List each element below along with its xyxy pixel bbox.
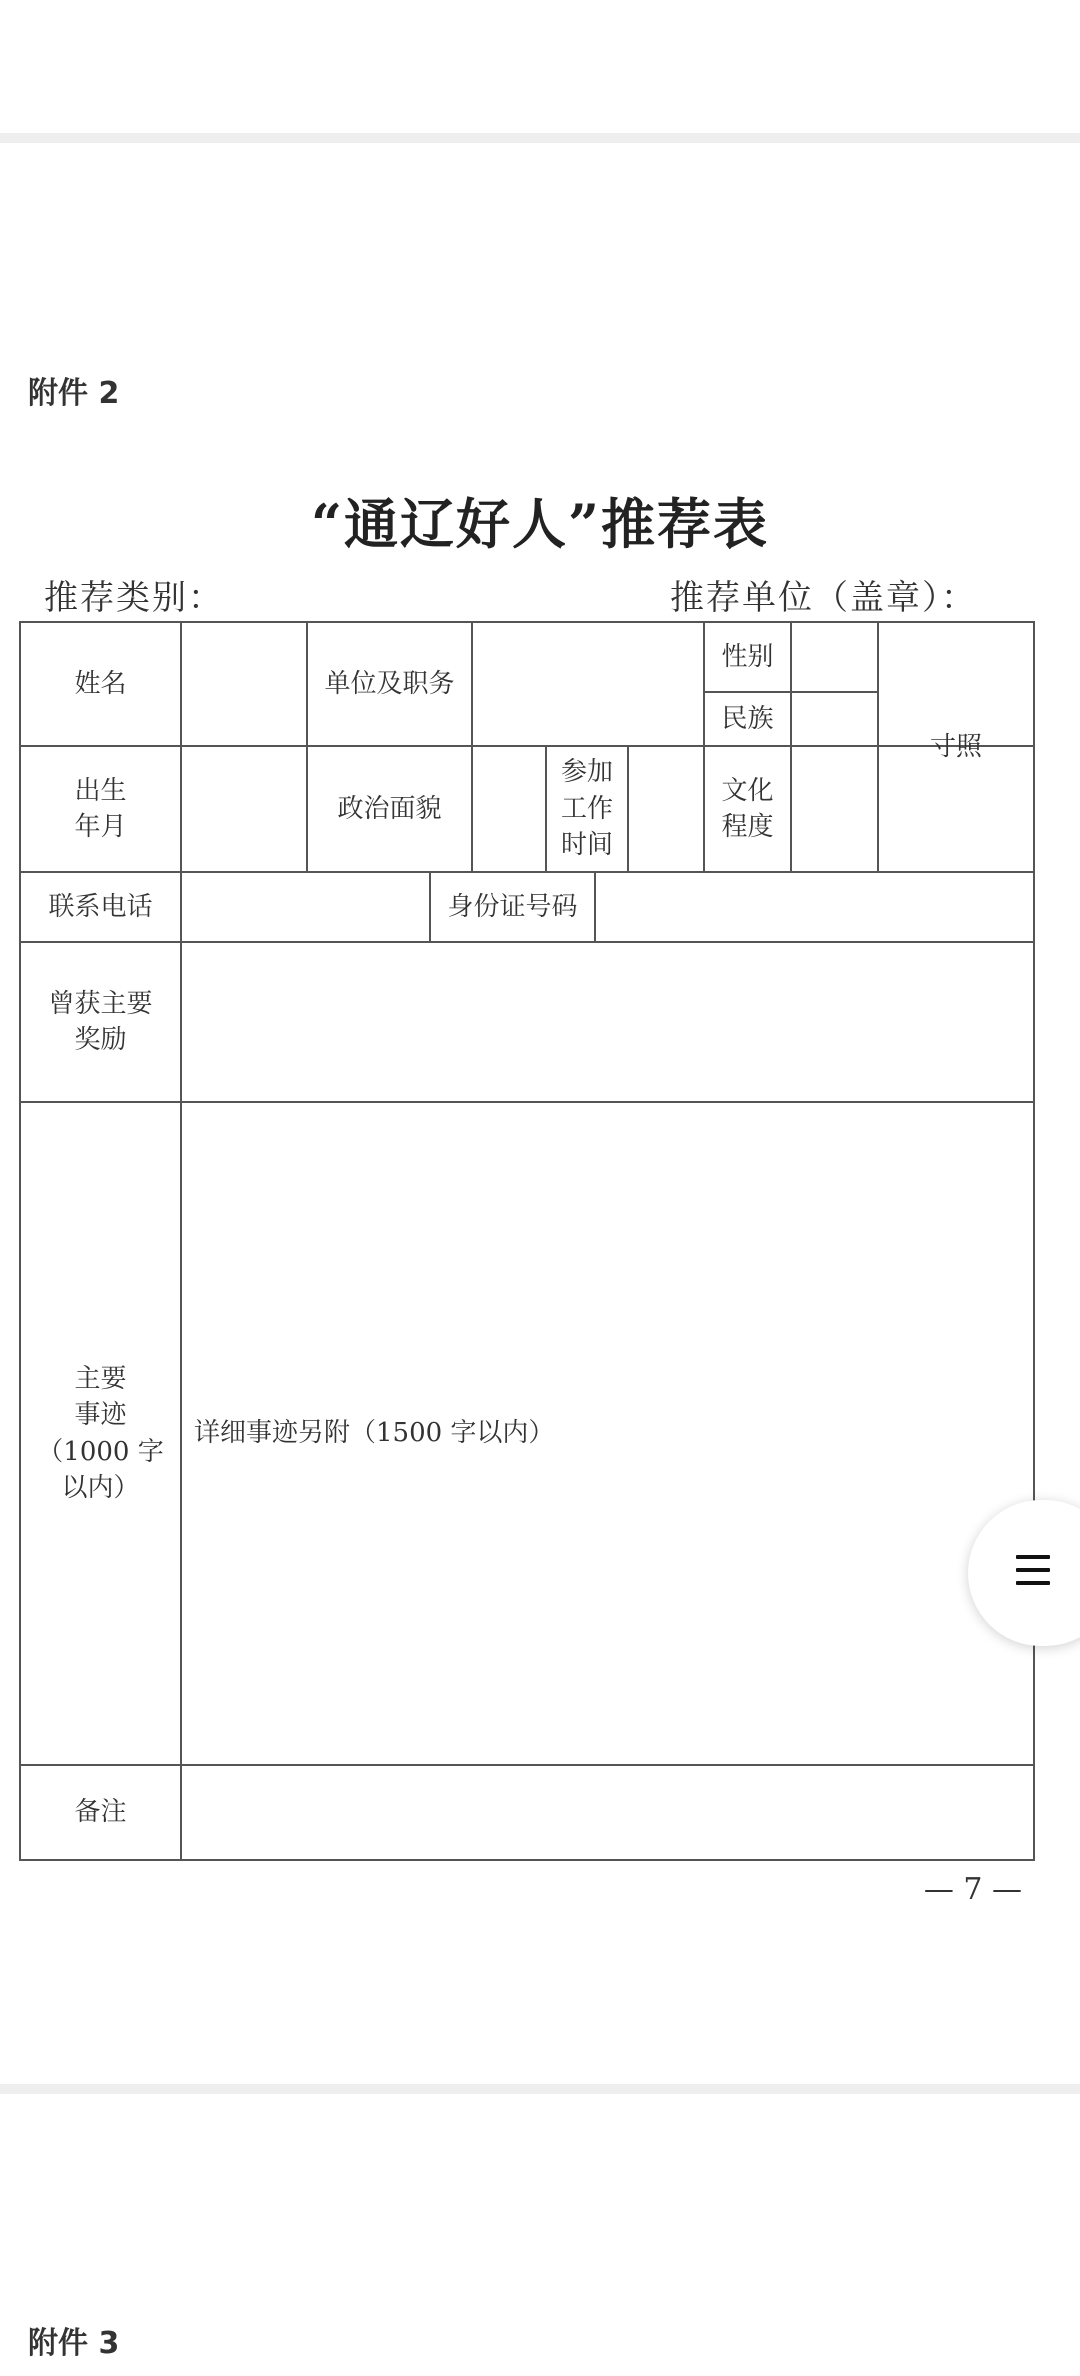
hamburger-menu-icon (1016, 1555, 1050, 1594)
education-label: 文化 程度 (721, 775, 774, 842)
id-number-field[interactable] (595, 872, 1034, 942)
position-field[interactable] (472, 622, 704, 746)
recommend-unit-label: 推荐单位（盖章）： (670, 578, 977, 618)
education-field[interactable] (791, 746, 878, 872)
page-divider-top (0, 133, 1080, 143)
phone-field[interactable] (181, 872, 430, 942)
ethnicity-field[interactable] (791, 692, 878, 746)
id-number-label: 身份证号码 (447, 891, 578, 922)
recommendation-form-table (18, 620, 1036, 1862)
name-label: 姓名 (74, 668, 127, 699)
gender-field[interactable] (791, 622, 878, 692)
deeds-note: 详细事迹另附（1500 字以内） (194, 1418, 555, 1449)
phone-label: 联系电话 (48, 891, 153, 922)
name-field[interactable] (181, 622, 307, 746)
deeds-label: 主要 事迹 （1000 字 以内） (37, 1363, 164, 1503)
photo-label: 寸照 (929, 731, 982, 762)
attachment-2-label: 附件 2 (28, 376, 120, 411)
birth-label: 出生 年月 (74, 775, 127, 842)
work-start-label: 参加 工作 时间 (560, 757, 613, 861)
recommend-category-label: 推荐类别： (44, 578, 224, 618)
work-start-field[interactable] (628, 746, 704, 872)
political-field[interactable] (472, 746, 546, 872)
position-label: 单位及职务 (324, 668, 455, 699)
attachment-3-label: 附件 3 (28, 2326, 120, 2361)
remarks-field[interactable] (181, 1765, 1034, 1860)
awards-label: 曾获主要 奖励 (48, 988, 153, 1055)
page-divider-bottom (0, 2084, 1080, 2094)
ethnicity-label: 民族 (721, 703, 774, 734)
page-number: — 7 — (923, 1872, 1022, 1907)
form-title: “通辽好人”推荐表 (310, 492, 770, 556)
awards-field[interactable] (181, 942, 1034, 1102)
political-label: 政治面貌 (337, 793, 442, 824)
birth-field[interactable] (181, 746, 307, 872)
remarks-label: 备注 (74, 1797, 127, 1828)
gender-label: 性别 (721, 641, 774, 672)
